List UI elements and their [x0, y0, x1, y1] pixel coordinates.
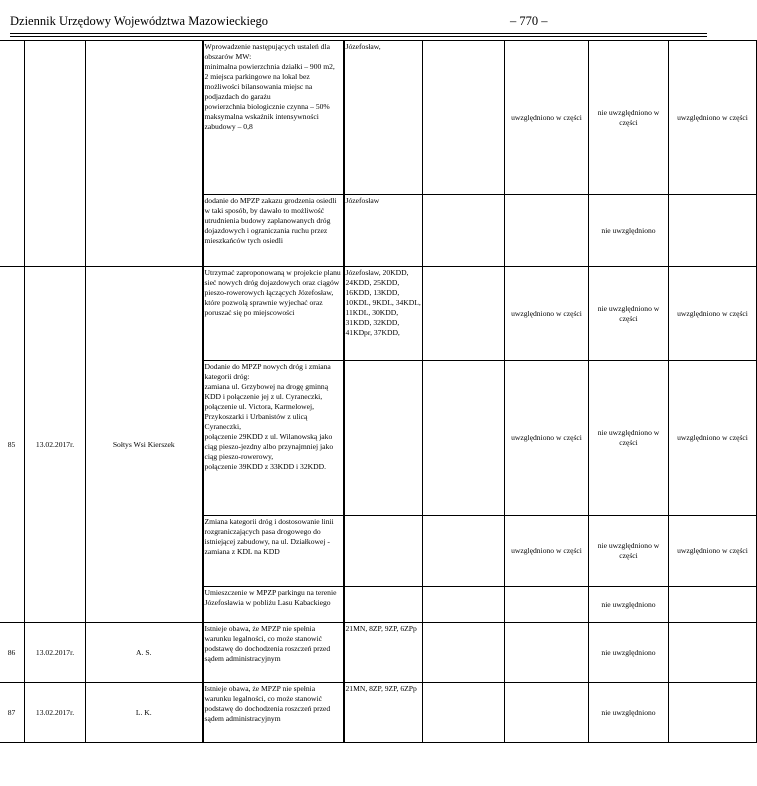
remark-content: Dodanie do MPZP nowych dróg i zmiana kategorii dróg: zamiana ul. Grzybowej na drogę gminną KDD i połączenie jej z ul. Cyraneczki, połączenie ul. Victora, Karmelowej, Przykoszarki i Urbanistów z ulicą Cyraneczki, połączenie 29KDD z ul. Wilanowską jako ciąg pieszo-jezdny albo przynajmniej jako ciąg pieszo-rowerowy, połączenie 39KDD z 33KDD i 32KDD. [204, 362, 334, 471]
row-lp: 86 [0, 623, 25, 683]
resolution-c7: nie uwzględniono w części [597, 303, 660, 323]
header-rule [10, 33, 707, 34]
row-author: Sołtys Wsi Kierszek [86, 267, 203, 623]
remark-content: Zmiana kategorii dróg i dostosowanie linii rozgraniczających pasa drogowego do istniejącej zabudowy, na ul. Działkowej - zamiana z KDL na KDD [204, 517, 334, 556]
resolution-c7: nie uwzględniono [601, 599, 656, 609]
row-lp: 85 [0, 267, 25, 623]
resolution-c7: nie uwzględniono [601, 647, 656, 657]
table-row [0, 683, 757, 743]
row-lp [0, 41, 25, 267]
row-date: 13.02.2017r. [25, 683, 86, 743]
resolution-c8: uwzględniono w części [677, 433, 748, 442]
resolution-c7: nie uwzględniono w części [597, 107, 660, 127]
remark-area [345, 361, 423, 362]
row-date: 13.02.2017r. [25, 267, 86, 623]
page-number: – 770 – [510, 14, 548, 28]
row-date [25, 41, 86, 267]
remark-content: Istnieje obawa, że MPZP nie spełnia warunku legalności, co może stanowić podstawę do dochodzenia roszczeń przed sądem administracyjnym [204, 684, 331, 723]
remark-area: Józefosław, [345, 42, 381, 51]
remark-area [345, 516, 423, 517]
remark-area: Józefosław [345, 196, 380, 205]
resolution-c6: uwzględniono w części [511, 433, 582, 442]
resolution-c8: uwzględniono w części [677, 112, 748, 122]
resolution-c7: nie uwzględniono [601, 225, 656, 235]
resolution-c6: uwzględniono w części [511, 308, 582, 318]
row-author: A. S. [86, 623, 203, 683]
remark-content: dodanie do MPZP zakazu grodzenia osiedli w taki sposób, by dawało to możliwość utrudnienia budowy zaplanowanych dróg dojazdowych i ograniczania ruchu przez mieszkańców tych osiedli [204, 196, 337, 245]
remark-area: Józefosław, 20KDD, 24KDD, 25KDD, 16KDD, 13KDD, 10KDL, 9KDL, 34KDL, 11KDL, 30KDD, 31KDD, 32KDD, 41KDpr, 37KDD, [345, 268, 421, 337]
remark-area: 21MN, 8ZP, 9ZP, 6ZPp [345, 624, 417, 633]
table-row [0, 267, 757, 361]
page-header [10, 14, 707, 32]
row-date: 13.02.2017r. [25, 623, 86, 683]
remark-content: Wprowadzenie następujących ustaleń dla obszarów MW: minimalna powierzchnia działki – 900 m2, 2 miejsca parkingowe na lokal bez możliwości bilansowania miejsc na podjazdach do garażu powierzchnia biologicznie czynna – 50% maksymalna wskaźnik intensywności zabudowy – 0,8 [204, 42, 335, 131]
resolution-c8: uwzględniono w części [677, 546, 748, 555]
resolution-c6: uwzględniono w części [511, 546, 582, 555]
header-rule-secondary [10, 36, 707, 37]
resolution-c6: uwzględniono w części [511, 112, 582, 122]
remark-content: Utrzymać zaproponowaną w projekcie planu sieć nowych dróg dojazdowych oraz ciągów pieszo-rowerowych łączących Józefosław, które pozwolą sprawnie wyjechać oraz poruszać się po miejscowości [204, 268, 341, 317]
resolution-c7: nie uwzględniono [601, 707, 656, 717]
row-author: L. K. [86, 683, 203, 743]
remark-content: Umieszczenie w MPZP parkingu na terenie Józefosławia w pobliżu Lasu Kabackiego [204, 588, 337, 607]
table-row [0, 41, 757, 195]
resolution-c7: nie uwzględniono w części [597, 541, 660, 560]
row-author [86, 41, 203, 267]
remarks-table [0, 40, 757, 743]
remark-area [345, 587, 423, 588]
row-lp: 87 [0, 683, 25, 743]
remark-area: 21MN, 8ZP, 9ZP, 6ZPp [345, 684, 417, 693]
remark-content: Istnieje obawa, że MPZP nie spełnia warunku legalności, co może stanowić podstawę do dochodzenia roszczeń przed sądem administracyjnym [204, 624, 331, 663]
journal-title: Dziennik Urzędowy Województwa Mazowieckiego [10, 14, 269, 28]
resolution-c8: uwzględniono w części [677, 308, 748, 318]
table-row [0, 623, 757, 683]
resolution-c7: nie uwzględniono w części [597, 428, 660, 447]
